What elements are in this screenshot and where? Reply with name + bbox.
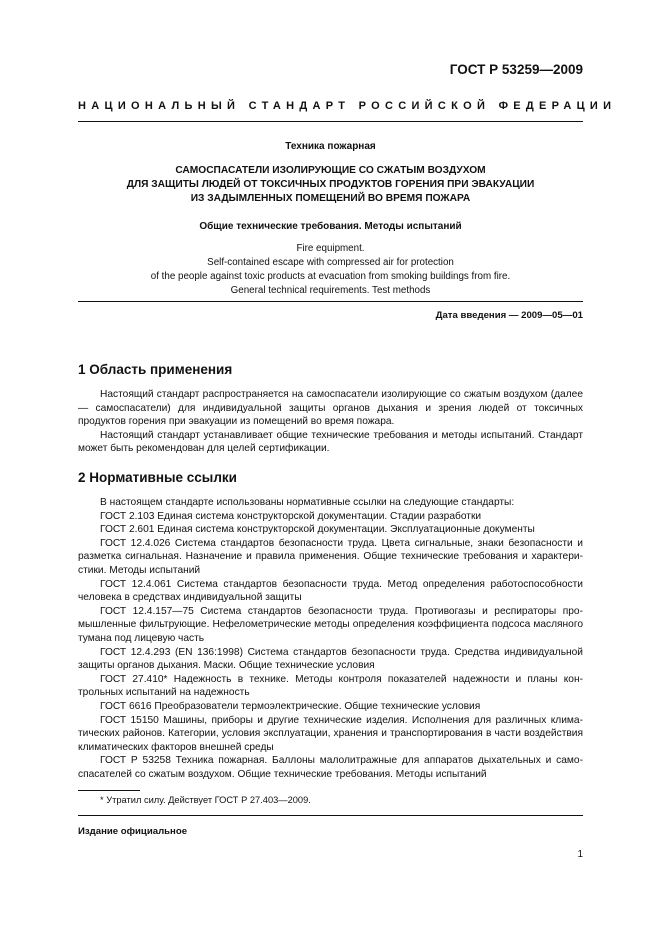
english-title-line: General technical requirements. Test methods	[230, 285, 431, 296]
page-number: 1	[577, 849, 583, 860]
section-2-heading: 2 Нормативные ссылки	[78, 470, 237, 485]
document-title	[78, 164, 583, 206]
document-subtitle: Общие технические требования. Методы испытаний	[199, 221, 462, 232]
title-line: ДЛЯ ЗАЩИТЫ ЛЮДЕЙ ОТ ТОКСИЧНЫХ ПРОДУКТОВ ГОРЕНИЯ ПРИ ЭВАКУАЦИИ	[126, 179, 535, 190]
paragraph: В настоящем стандарте использованы нормативные ссылки на следующие стандарты:	[100, 497, 515, 508]
reference-item: ГОСТ 27.410* Надежность в технике. Методы контроля показателей надежности и планы контрольных испытаний на надежность	[78, 673, 583, 699]
introduction-date: Дата введения — 2009—05—01	[435, 310, 583, 321]
reference-item: ГОСТ 12.4.157—75 Система стандартов безопасности труда. Противогазы и респираторы промышленные фильтрующие. Нефелометрические методы определения коэффициента подсоса масляного тумана под лицевую часть	[78, 605, 583, 644]
header-divider	[78, 121, 583, 122]
footnote-divider	[78, 790, 140, 791]
national-standard-heading: НАЦИОНАЛЬНЫЙ СТАНДАРТ РОССИЙСКОЙ ФЕДЕРАЦИИ	[78, 100, 617, 112]
paragraph: Настоящий стандарт распространяется на самоспасатели изолирующие со сжатым воздухом (далее — самоспасатели) для индивидуальной защиты органов дыхания и зрения людей от токсичных продуктов горения при эвакуации из помещений во время пожара.	[78, 389, 583, 428]
english-title-line: of the people against toxic products at evacuation from smoking buildings from fire.	[150, 271, 511, 282]
title-line: САМОСПАСАТЕЛИ ИЗОЛИРУЮЩИЕ СО СЖАТЫМ ВОЗДУХОМ	[175, 165, 486, 176]
english-title-line: Fire equipment.	[296, 243, 365, 254]
reference-item: ГОСТ 12.4.061 Система стандартов безопасности труда. Метод определения работоспособности человека в средствах индивидуальной защиты	[78, 578, 583, 604]
footer-divider	[78, 815, 583, 816]
official-edition-label: Издание официальное	[78, 826, 188, 837]
footnote: * Утратил силу. Действует ГОСТ Р 27.403—2009.	[100, 795, 311, 805]
section-1-body	[78, 388, 583, 456]
section-1-heading: 1 Область применения	[78, 362, 233, 377]
reference-item: ГОСТ 12.4.293 (EN 136:1998) Система стандартов безопасности труда. Средства индивидуальной защиты органов дыхания. Маски. Общие технические условия	[78, 646, 583, 672]
reference-item: ГОСТ 2.103 Единая система конструкторской документации. Стадии разработки	[100, 510, 482, 522]
english-title-line: Self-contained escape with compressed air for protection	[207, 257, 454, 268]
reference-item: ГОСТ 6616 Преобразователи термоэлектрические. Общие технические условия	[100, 700, 481, 712]
reference-item: ГОСТ 12.4.026 Система стандартов безопасности труда. Цвета сигнальные, знаки безопасности и разметка сигнальная. Назначение и правила применения. Общие технические требования и характеристики. Методы испытаний	[78, 537, 583, 576]
title-line: ИЗ ЗАДЫМЛЕННЫХ ПОМЕЩЕНИЙ ВО ВРЕМЯ ПОЖАРА	[190, 193, 471, 204]
english-title	[78, 242, 583, 298]
reference-item: ГОСТ Р 53258 Техника пожарная. Баллоны малолитражные для аппаратов дыхательных и самоспасателей со сжатым воздухом. Общие технические требования. Методы испытаний	[78, 755, 583, 780]
document-number: ГОСТ Р 53259—2009	[449, 62, 583, 77]
title-divider	[78, 301, 583, 302]
subject-line: Техника пожарная	[285, 141, 376, 152]
reference-item: ГОСТ 2.601 Единая система конструкторской документации. Эксплуатационные документы	[100, 524, 535, 536]
paragraph: Настоящий стандарт устанавливает общие технические требования и методы испытаний. Стандарт может быть рекомендован для целей сертификации.	[78, 429, 583, 455]
reference-item: ГОСТ 15150 Машины, приборы и другие технические изделия. Исполнения для различных климатических районов. Категории, условия эксплуатации, хранения и транспортирования в части воздействия климатических факторов внешней среды	[78, 714, 583, 753]
section-2-body	[78, 496, 583, 781]
